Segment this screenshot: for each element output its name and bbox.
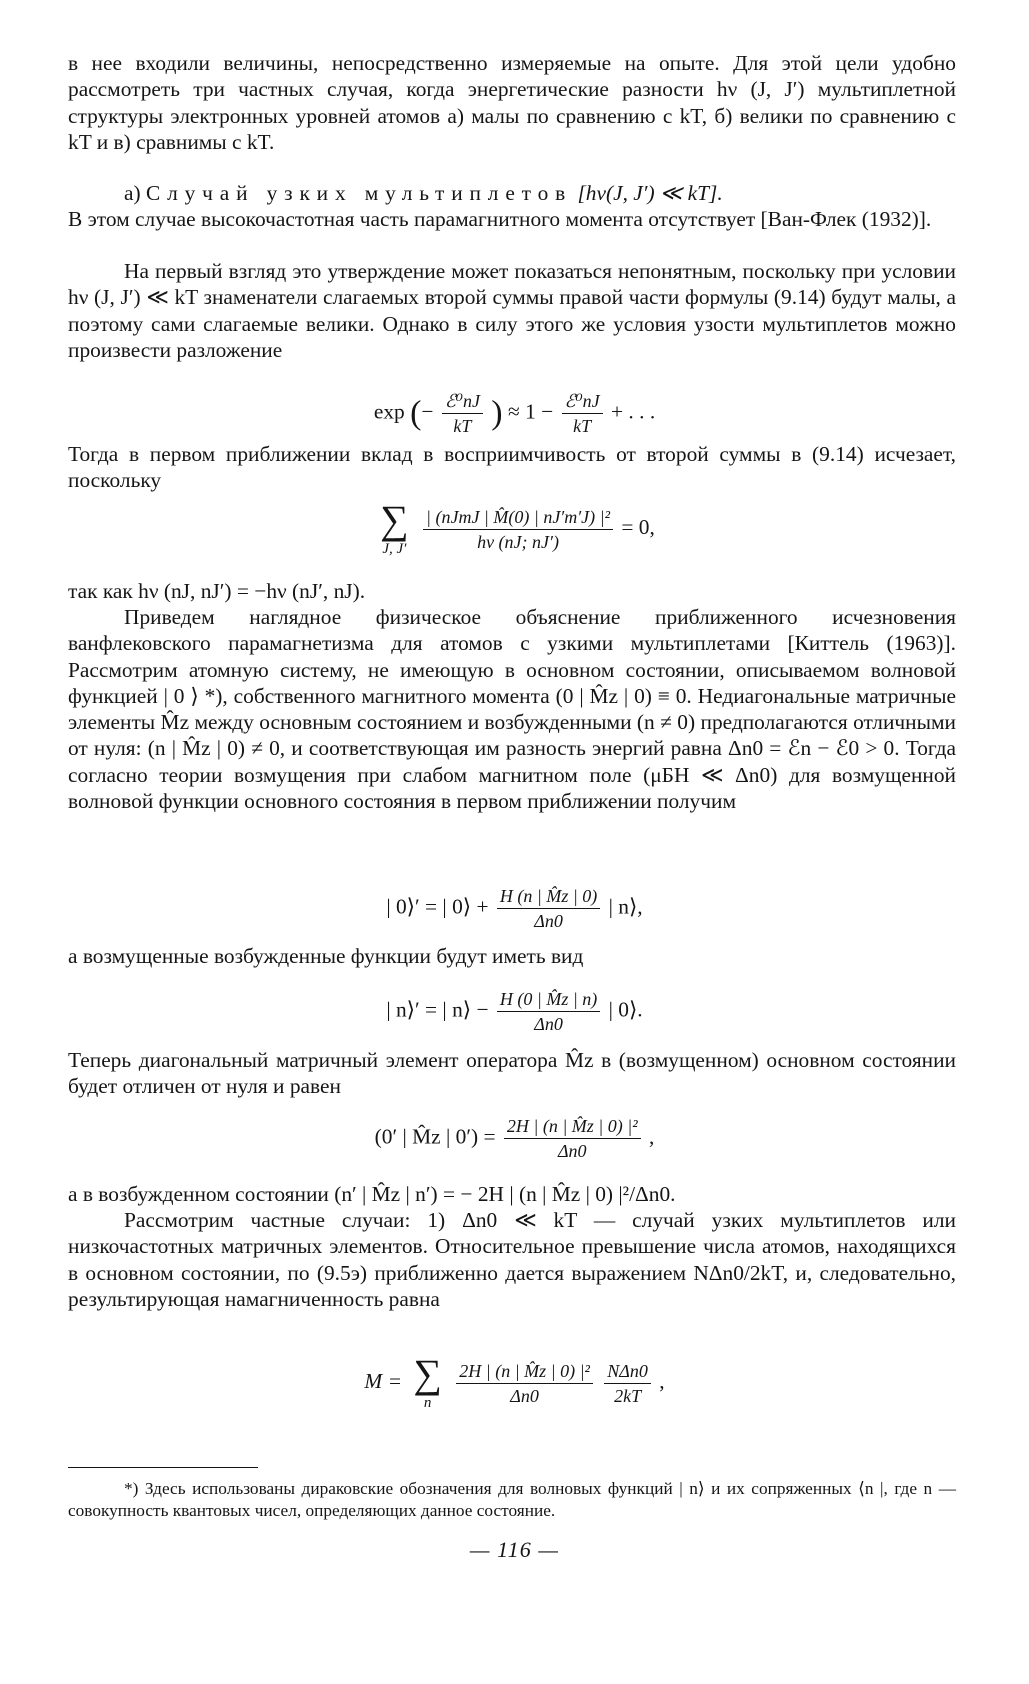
- psin-rhs: | 0⟩.: [608, 997, 643, 1022]
- psi0-fraction: [497, 884, 600, 933]
- psi0-lhs: | 0⟩′ = | 0⟩ +: [386, 894, 489, 919]
- paragraph-second-sum: Тогда в первом приближении вклад в восприимчивость от второй суммы в (9.14) исчезает, поскольку: [68, 442, 956, 493]
- paragraph-first-glance: На первый взгляд это утверждение может показаться непонятным, поскольку при условии hν (J, J′) ≪ kT знаменатели слагаемых второй суммы правой части формулы (9.14) будут малы, а поэтому сами слагаемые велики. Однако в силу этого же условия узости мультиплетов можно произвести разложение: [68, 259, 956, 362]
- paragraph-physical-explanation: Приведем наглядное физическое объяснение приближенного исчезновения ванфлековского парамагнетизма для атомов с узкими мультиплетами [Киттель (1963)]. Рассмотрим атомную систему, не имеющую в основном состоянии, описываемом волновой функцией | 0 ⟩ *), собственного магнитного момента (0 | M̂z | 0) ≡ 0. Недиагональные матричные элементы M̂z между основным состоянием и возбужденными (n ≠ 0) предполагаются отличными от нуля: (n | M̂z | 0) ≠ 0, и соответствующая им разность энергий равна Δn0 = ℰn − ℰ0 > 0. Тогда согласно теории возмущения при слабом магнитном поле (μБH ≪ Δn0) для возмущенной волновой функции основного состояния в первом приближении получим: [68, 605, 956, 814]
- exp-denominator: kT: [453, 416, 472, 436]
- m-lhs: M =: [364, 1368, 403, 1393]
- sum-limits: J, J′: [382, 541, 407, 557]
- footnote-divider: [68, 1467, 258, 1468]
- case-a-heading: [68, 180, 956, 206]
- paragraph-high-frequency: В этом случае высокочастотная часть парамагнитного момента отсутствует [Ван-Флек (1932)].: [68, 207, 932, 231]
- equation-magnetization: [0, 1351, 1029, 1412]
- paragraph-diagonal-element: Теперь диагональный матричный элемент оператора M̂z в (возмущенном) основном состоянии будет отличен от нуля и равен: [68, 1048, 956, 1099]
- equation-sum-zero: [0, 497, 1029, 558]
- m-sum-symbol: ∑ n: [413, 1351, 442, 1411]
- exp-tail: + . . .: [611, 399, 656, 424]
- exp-numerator: ℰ⁰nJ: [442, 389, 483, 414]
- m-denominator-2: 2kT: [614, 1385, 642, 1406]
- psi0-numerator: H (n | M̂z | 0): [497, 884, 600, 909]
- paragraph-special-cases: Рассмотрим частные случаи: 1) Δn0 ≪ kT — случай узких мультиплетов или низкочастотных матричных элементов. Относительное превышение числа атомов, находящихся в основном состоянии, по (9.5э) приближенно дается выражением NΔn0/2kT, и, следовательно, результирующая намагниченность равна: [68, 1208, 956, 1311]
- case-a-title: Случай узких мультиплетов: [145, 181, 573, 205]
- case-a-label: а): [124, 181, 141, 205]
- exp-denominator-2: kT: [573, 416, 592, 436]
- paragraph-excited-functions: а возмущенные возбужденные функции будут иметь вид: [68, 944, 584, 968]
- exp-fraction-2: [562, 389, 603, 438]
- psin-fraction: [497, 987, 600, 1036]
- equation-diagonal: [0, 1114, 1029, 1163]
- m-fraction-1: [456, 1359, 593, 1408]
- paren-open: (: [410, 394, 422, 432]
- equation-excited-state: [0, 987, 1029, 1036]
- paren-close: ): [491, 394, 503, 432]
- case-a-condition: [hν(J, J′) ≪ kT].: [577, 181, 723, 205]
- paragraph-excited-state: а в возбужденном состоянии (n′ | M̂z | n′) = − 2H | (n | M̂z | 0) |²/Δn0.: [68, 1182, 676, 1206]
- exp-label: exp: [373, 399, 405, 424]
- sum-rhs: = 0,: [621, 514, 655, 539]
- psin-denominator: Δn0: [534, 1014, 563, 1034]
- diag-rhs: ,: [648, 1124, 655, 1149]
- m-sum-limits: n: [423, 1395, 432, 1411]
- sum-symbol: ∑ J, J′: [380, 497, 409, 557]
- psin-numerator: H (0 | M̂z | n): [497, 987, 600, 1012]
- psi0-denominator: Δn0: [534, 911, 563, 931]
- page-number: — 116 —: [469, 1537, 560, 1562]
- diag-numerator: 2H | (n | M̂z | 0) |²: [504, 1114, 641, 1139]
- footnote-text: *) Здесь использованы дираковские обозначения для волновых функций | n⟩ и их сопряженных ⟨n |, где n — совокупность квантовых чисел, определяющих данное состояние.: [68, 1479, 956, 1520]
- exp-numerator-2: ℰ⁰nJ: [562, 389, 603, 414]
- sum-fraction: [423, 505, 613, 554]
- sum-numerator: | (nJmJ | M̂(0) | nJ′m′J) |²: [423, 505, 613, 530]
- equation-ground-state: [0, 884, 1029, 933]
- m-fraction-2: [604, 1359, 651, 1408]
- m-numerator-2: NΔn0: [604, 1359, 651, 1384]
- paragraph-since: так как hν (nJ, nJ′) = −hν (nJ′, nJ).: [68, 579, 366, 603]
- diag-lhs: (0′ | M̂z | 0′) =: [374, 1124, 496, 1149]
- diag-fraction: [504, 1114, 641, 1163]
- exp-approx: ≈ 1 −: [507, 399, 554, 424]
- psin-lhs: | n⟩′ = | n⟩ −: [386, 997, 489, 1022]
- m-denominator-1: Δn0: [510, 1385, 539, 1406]
- diag-denominator: Δn0: [557, 1141, 587, 1161]
- footnote: [68, 1478, 956, 1522]
- sum-denominator: hν (nJ; nJ′): [477, 531, 559, 552]
- paragraph-intro: в нее входили величины, непосредственно измеряемые на опыте. Для этой цели удобно рассмотреть три частных случая, когда энергетические разности hν (J, J′) мультиплетной структуры электронных уровней атомов а) малы по сравнению с kT, б) велики по сравнению с kT и в) сравнимы с kT.: [68, 51, 956, 154]
- equation-exp-expansion: exp (− $\frac{\text{ℰ⁰nJ}}{kT}$ ) ≈ 1 − $\frac{\text{ℰ⁰nJ}}{kT}$ + . . .: [373, 391, 656, 436]
- exp-fraction: [442, 389, 483, 438]
- m-numerator-1: 2H | (n | M̂z | 0) |²: [456, 1359, 593, 1384]
- psi0-rhs: | n⟩,: [608, 894, 643, 919]
- m-rhs: ,: [659, 1368, 665, 1393]
